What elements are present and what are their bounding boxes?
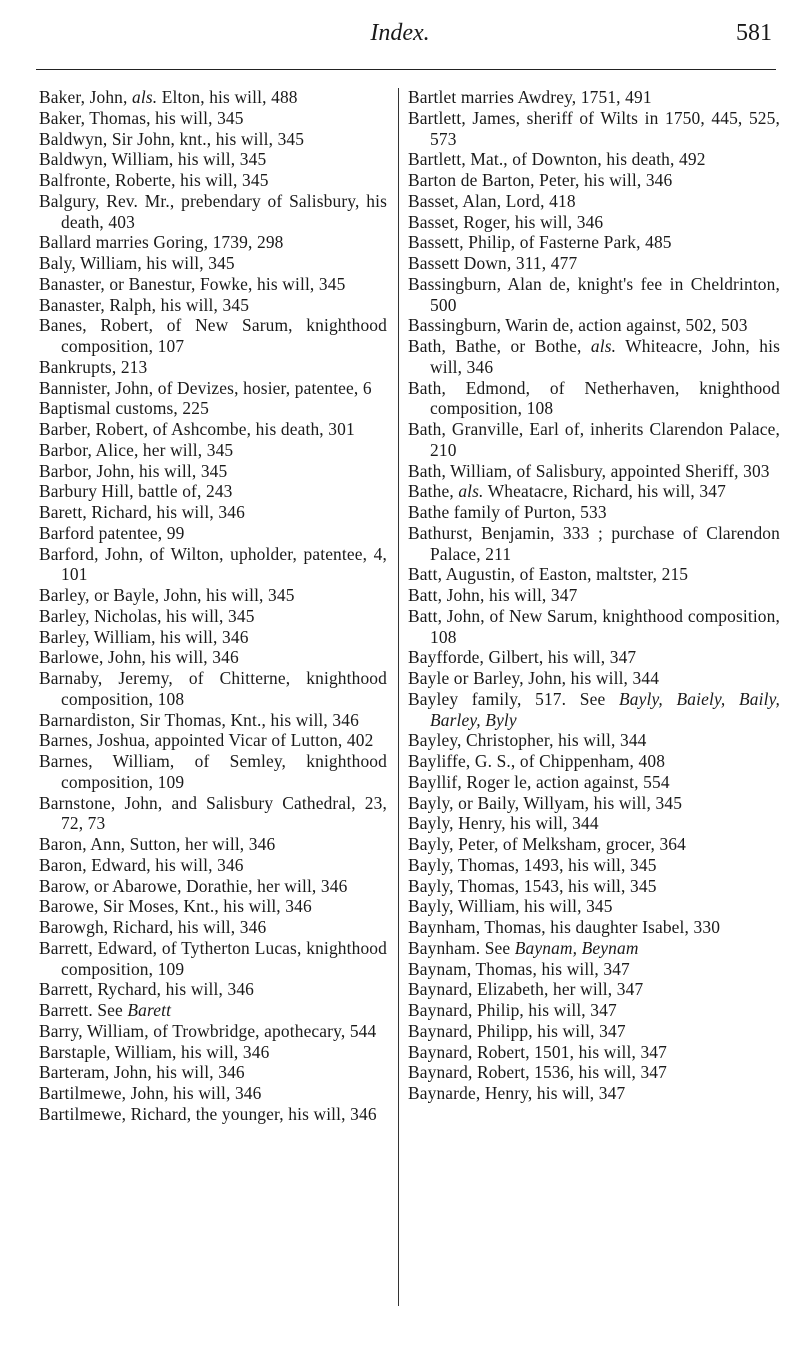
index-entry	[408, 274, 780, 316]
entry-italic-text: Barett	[127, 1000, 172, 1020]
entry-text: Bayly, or Baily, Willyam, his will, 345	[408, 792, 683, 813]
index-entry	[39, 440, 387, 461]
index-entry	[408, 378, 780, 420]
index-entry	[408, 834, 780, 855]
entry-text: Bassett Down, 311, 477	[408, 253, 578, 273]
index-entry	[408, 461, 780, 482]
index-entry	[39, 398, 387, 419]
entry-text: Barry, William, of Trowbridge, apothecary, 544	[39, 1020, 377, 1041]
entry-text: Baron, Edward, his will, 346	[39, 854, 244, 875]
index-entry	[39, 647, 387, 668]
entry-text: Bannister, John, of Devizes, hosier, patentee, 6	[39, 377, 372, 398]
entry-text: Barnes, Joshua, appointed Vicar of Lutton, 402	[39, 730, 374, 751]
column-divider	[398, 88, 399, 1306]
index-entry	[39, 129, 387, 150]
entry-text: Barnes, William, of Semley, knighthood composition, 109	[39, 751, 387, 792]
index-entry	[408, 979, 780, 1000]
index-entry	[39, 1083, 387, 1104]
entry-text: Barley, William, his will, 346	[39, 626, 249, 647]
index-entry	[408, 896, 780, 917]
entry-text: Bayly, Peter, of Melksham, grocer, 364	[408, 834, 686, 854]
index-entry	[408, 730, 780, 751]
entry-text: Barford patentee, 99	[39, 522, 185, 543]
index-entry	[39, 793, 387, 835]
entry-text: Banes, Robert, of New Sarum, knighthood composition, 107	[39, 315, 387, 356]
index-entry	[408, 647, 780, 668]
entry-text: Barbor, John, his will, 345	[39, 460, 228, 481]
entry-text: Baron, Ann, Sutton, her will, 346	[39, 834, 276, 854]
entry-text: Baldwyn, William, his will, 345	[39, 149, 267, 170]
index-entry	[408, 959, 780, 980]
index-entry	[39, 876, 387, 897]
index-entry	[39, 378, 387, 399]
entry-text: Ballard marries Goring, 1739, 298	[39, 232, 284, 253]
entry-text: Barbury Hill, battle of, 243	[39, 481, 233, 502]
entry-text: Bathe family of Purton, 533	[408, 502, 607, 522]
entry-text: Barton de Barton, Peter, his will, 346	[408, 170, 673, 190]
index-entry	[408, 855, 780, 876]
index-entry	[408, 1000, 780, 1021]
index-entry	[408, 813, 780, 834]
entry-text: Barett, Richard, his will, 346	[39, 502, 245, 522]
index-entry	[39, 315, 387, 357]
entry-text: Barrett. See	[39, 1000, 128, 1020]
index-entry	[408, 419, 780, 461]
index-entry	[408, 1083, 780, 1104]
entry-text: Batt, John, of New Sarum, knighthood composition, 108	[408, 605, 780, 647]
entry-text: Bartilmewe, John, his will, 346	[39, 1083, 262, 1103]
entry-text: Bath, William, of Salisbury, appointed Sheriff, 303	[408, 460, 770, 481]
entry-text: Baynard, Philip, his will, 347	[408, 1000, 617, 1020]
index-entry	[39, 710, 387, 731]
index-entry	[408, 917, 780, 938]
entry-text: Baynham, Thomas, his daughter Isabel, 330	[408, 917, 721, 937]
entry-text: Batt, John, his will, 347	[408, 585, 578, 605]
entry-text: Baynard, Elizabeth, her will, 347	[408, 979, 644, 1000]
index-entry	[408, 689, 780, 731]
entry-text: Whiteacre, John, his will, 346	[430, 336, 780, 377]
entry-text: Baynham. See	[408, 937, 515, 958]
index-entry	[39, 668, 387, 710]
entry-text: Barbor, Alice, her will, 345	[39, 439, 234, 460]
entry-text: Bayllif, Roger le, action against, 554	[408, 771, 670, 792]
entry-text: Bartlett, Mat., of Downton, his death, 492	[408, 149, 706, 170]
index-entry	[39, 502, 387, 523]
index-column-left	[39, 87, 387, 1125]
entry-text: Bath, Edmond, of Netherhaven, knighthood composition, 108	[408, 377, 780, 419]
entry-text: Bath, Bathe, or Bothe,	[408, 336, 591, 356]
index-entry	[39, 87, 387, 108]
index-entry	[39, 1021, 387, 1042]
index-entry	[408, 751, 780, 772]
index-entry	[39, 191, 387, 233]
entry-text: Barteram, John, his will, 346	[39, 1062, 245, 1083]
entry-text: Bassingburn, Warin de, action against, 502, 503	[408, 315, 748, 336]
entry-text: Bartilmewe, Richard, the younger, his will, 346	[39, 1103, 377, 1124]
entry-text: Baynard, Robert, 1536, his will, 347	[408, 1062, 667, 1083]
entry-text: Barnstone, John, and Salisbury Cathedral, 23, 72, 73	[39, 792, 387, 834]
entry-text: Bathurst, Benjamin, 333 ; purchase of Clarendon Palace, 211	[408, 522, 780, 564]
entry-text: Barber, Robert, of Ashcombe, his death, 301	[39, 419, 355, 439]
index-entry	[408, 87, 780, 108]
entry-text: Bayliffe, G. S., of Chippenham, 408	[408, 751, 666, 771]
index-entry	[408, 1062, 780, 1083]
index-entry	[39, 917, 387, 938]
entry-text: Barley, or Bayle, John, his will, 345	[39, 585, 295, 605]
index-entry	[408, 876, 780, 897]
page-number: 581	[736, 20, 772, 46]
index-entry	[408, 232, 780, 253]
index-entry	[39, 149, 387, 170]
index-entry	[39, 855, 387, 876]
entry-text: Bayly, Henry, his will, 344	[408, 813, 599, 834]
entry-text: Bassett, Philip, of Fasterne Park, 485	[408, 232, 672, 253]
index-entry	[39, 938, 387, 980]
index-entry	[408, 938, 780, 959]
index-entry	[408, 108, 780, 150]
index-entry	[408, 523, 780, 565]
entry-text: Barow, or Abarowe, Dorathie, her will, 346	[39, 875, 348, 896]
index-entry	[408, 585, 780, 606]
entry-text: Barstaple, William, his will, 346	[39, 1041, 270, 1062]
index-entry	[408, 1042, 780, 1063]
index-entry	[39, 481, 387, 502]
index-entry	[39, 1042, 387, 1063]
entry-text: Baker, Thomas, his will, 345	[39, 107, 244, 128]
index-entry	[408, 793, 780, 814]
index-entry	[408, 668, 780, 689]
entry-text: Banaster, or Banestur, Fowke, his will, 345	[39, 273, 346, 294]
entry-text: Baldwyn, Sir John, knt., his will, 345	[39, 128, 305, 149]
index-entry	[39, 419, 387, 440]
entry-text: Bathe,	[408, 481, 459, 502]
entry-text: Baker, John,	[39, 87, 133, 107]
entry-text: Barford, John, of Wilton, upholder, patentee, 4, 101	[39, 543, 387, 585]
index-entry	[39, 357, 387, 378]
entry-text: Bayley family, 517. See	[408, 688, 619, 709]
index-entry	[408, 502, 780, 523]
entry-text: Bayly, Thomas, 1543, his will, 345	[408, 875, 657, 896]
entry-text: Barrett, Rychard, his will, 346	[39, 979, 255, 1000]
index-entry	[408, 1021, 780, 1042]
entry-italic-text: Bayly, Baiely, Baily, Barley, Byly	[430, 688, 781, 730]
index-entry	[39, 979, 387, 1000]
entry-text: Barley, Nicholas, his will, 345	[39, 605, 255, 626]
index-entry	[39, 232, 387, 253]
index-entry	[39, 461, 387, 482]
entry-text: Batt, Augustin, of Easton, maltster, 215	[408, 564, 689, 585]
index-entry	[39, 1104, 387, 1125]
index-entry	[39, 108, 387, 129]
index-entry	[39, 627, 387, 648]
index-entry	[408, 253, 780, 274]
entry-text: Banaster, Ralph, his will, 345	[39, 294, 250, 315]
index-entry	[39, 1000, 387, 1021]
index-entry	[408, 191, 780, 212]
index-entry	[39, 606, 387, 627]
entry-text: Baynarde, Henry, his will, 347	[408, 1083, 626, 1103]
entry-text: Bayly, Thomas, 1493, his will, 345	[408, 854, 657, 875]
entry-text: Bartlett, James, sheriff of Wilts in 1750, 445, 525, 573	[408, 107, 780, 149]
entry-text: Barnaby, Jeremy, of Chitterne, knighthood composition, 108	[39, 668, 387, 709]
entry-text: Elton, his will, 488	[157, 87, 298, 107]
entry-text: Baptismal customs, 225	[39, 398, 209, 419]
entry-text: Basset, Roger, his will, 346	[408, 211, 604, 232]
entry-text: Barnardiston, Sir Thomas, Knt., his will, 346	[39, 709, 359, 730]
entry-text: Barowe, Sir Moses, Knt., his will, 346	[39, 896, 312, 917]
index-entry	[39, 170, 387, 191]
index-entry	[408, 481, 780, 502]
index-entry	[39, 751, 387, 793]
index-entry	[39, 1062, 387, 1083]
entry-text: Bankrupts, 213	[39, 356, 148, 377]
entry-text: Bartlet marries Awdrey, 1751, 491	[408, 87, 652, 107]
index-column-right	[408, 87, 780, 1104]
running-title: Index.	[370, 20, 430, 46]
entry-text: Bayly, William, his will, 345	[408, 896, 613, 917]
entry-text: Baynard, Philipp, his will, 347	[408, 1020, 626, 1041]
entry-text: Baynam, Thomas, his will, 347	[408, 958, 630, 979]
entry-text: Baynard, Robert, 1501, his will, 347	[408, 1041, 667, 1062]
index-entry	[39, 295, 387, 316]
entry-text: Balfronte, Roberte, his will, 345	[39, 170, 269, 190]
index-entry	[39, 523, 387, 544]
index-entry	[408, 336, 780, 378]
entry-italic-text: Baynam, Beynam	[514, 937, 639, 958]
entry-text: Bayfforde, Gilbert, his will, 347	[408, 647, 637, 668]
entry-text: Wheatacre, Richard, his will, 347	[483, 481, 726, 502]
entry-text: Barowgh, Richard, his will, 346	[39, 917, 267, 937]
entry-text: Bayley, Christopher, his will, 344	[408, 730, 647, 751]
index-entry	[39, 585, 387, 606]
header-rule	[36, 69, 776, 70]
entry-text: Balgury, Rev. Mr., prebendary of Salisbury, his death, 403	[39, 190, 387, 232]
index-entry	[408, 606, 780, 648]
index-entry	[408, 315, 780, 336]
index-entry	[39, 730, 387, 751]
entry-text: Barrett, Edward, of Tytherton Lucas, knighthood composition, 109	[39, 937, 387, 979]
index-entry	[39, 274, 387, 295]
index-entry	[39, 834, 387, 855]
entry-text: Bath, Granville, Earl of, inherits Clarendon Palace, 210	[408, 419, 780, 460]
index-entry	[408, 564, 780, 585]
entry-text: Barlowe, John, his will, 346	[39, 647, 239, 668]
entry-text: Bayle or Barley, John, his will, 344	[408, 668, 660, 688]
index-entry	[408, 170, 780, 191]
entry-italic-text: als.	[458, 481, 484, 502]
entry-italic-text: als.	[590, 336, 617, 356]
entry-italic-text: als.	[132, 87, 158, 107]
entry-text: Baly, William, his will, 345	[39, 253, 235, 273]
entry-text: Bassingburn, Alan de, knight's fee in Cheldrinton, 500	[408, 273, 780, 315]
index-entry	[39, 896, 387, 917]
index-entry	[39, 544, 387, 586]
index-entry	[408, 772, 780, 793]
index-entry	[408, 212, 780, 233]
index-entry	[408, 149, 780, 170]
index-entry	[39, 253, 387, 274]
entry-text: Basset, Alan, Lord, 418	[408, 190, 576, 211]
